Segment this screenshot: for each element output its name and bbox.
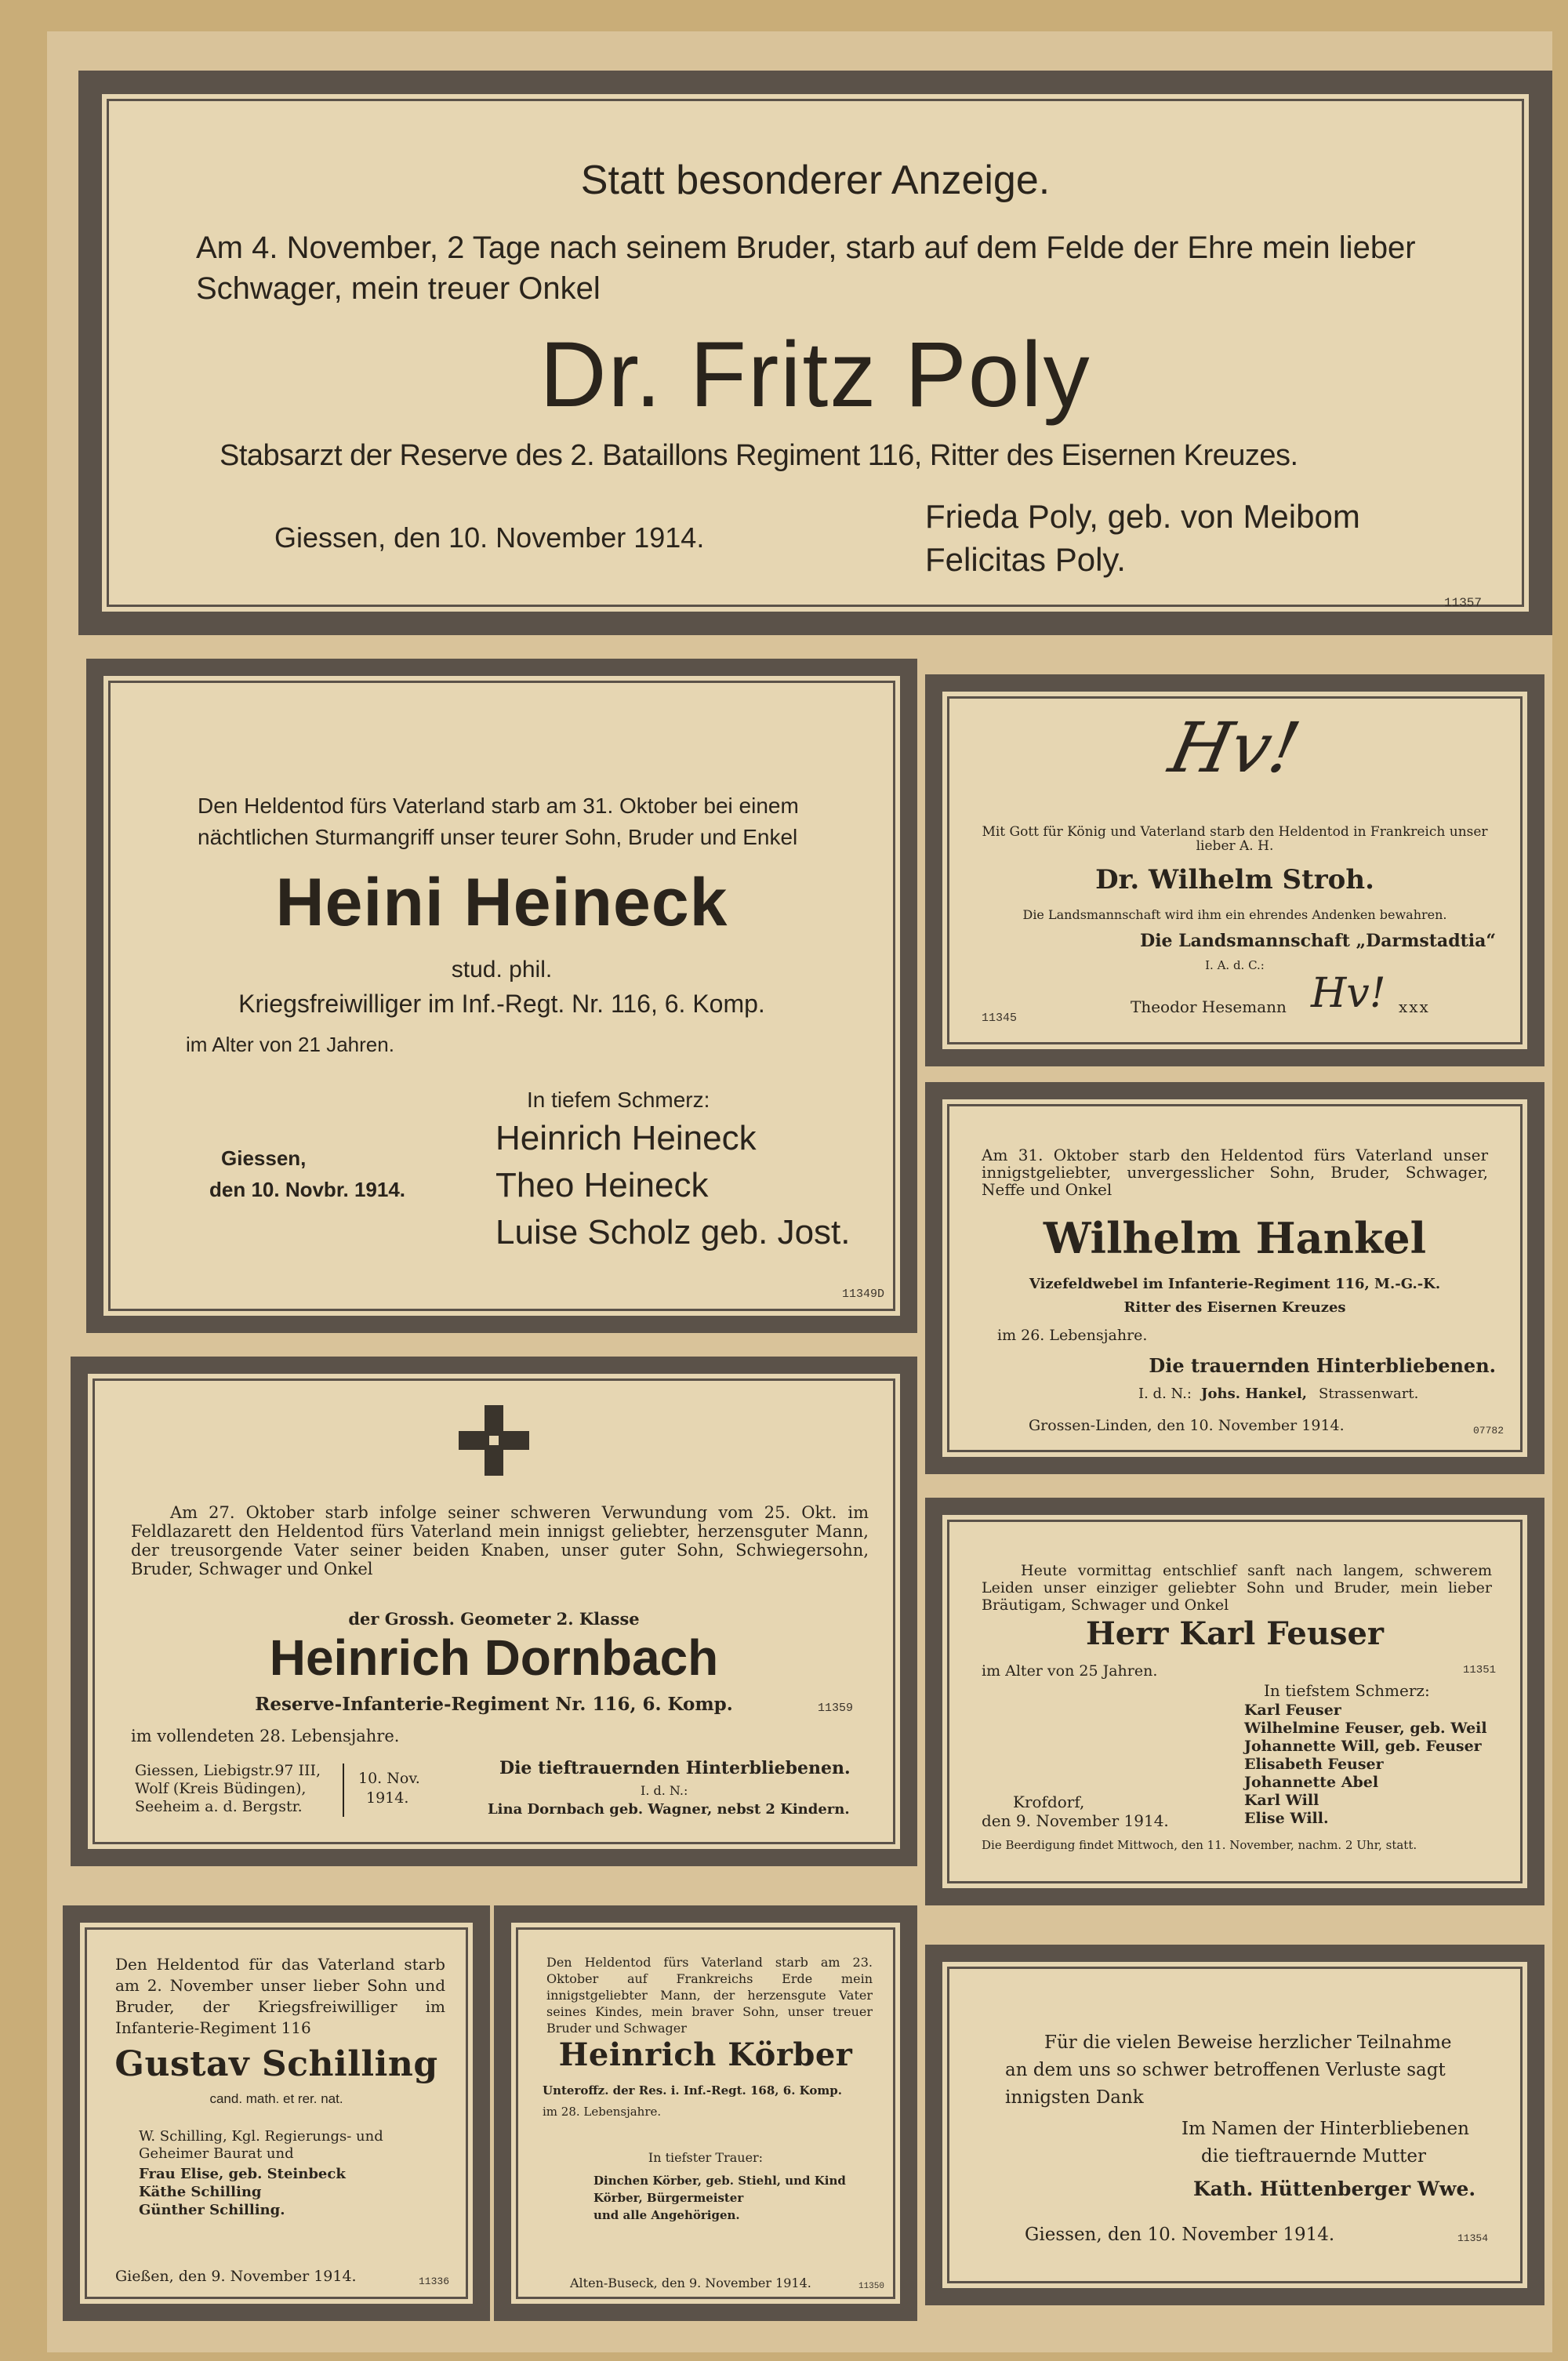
deceased-name: Heinrich Dornbach	[269, 1629, 719, 1686]
obituary-gustav-schilling	[63, 1905, 490, 2321]
ad-number: 11350	[858, 2282, 884, 2291]
mourner-1: Heinrich Heineck	[495, 1119, 757, 1157]
mourner-5: Johannette Abel	[1244, 1774, 1379, 1791]
thanks-line-5: die tieftrauernde Mutter	[1201, 2146, 1427, 2167]
intro-text: Mit Gott für König und Vaterland starb den Heldentod in Frankreich unser lieber A. H.	[982, 824, 1488, 854]
grief-label: In tiefem Schmerz:	[527, 1088, 710, 1112]
intro-text: Am 27. Oktober starb infolge seiner schweren Verwundung vom 25. Okt. im Feldlazarett den Heldentod fürs Vaterland mein innigst geliebter, herzensguter Mann, der treusorgende Vater seiner beiden Knaben, unser guter Sohn, Schwiegersohn, Bruder, Schwager und Onkel	[131, 1503, 869, 1578]
place-date: Giessen, den 10. November 1914.	[274, 521, 705, 554]
newspaper-page	[47, 31, 1552, 2352]
age: im 28. Lebensjahre.	[543, 2105, 662, 2119]
order-line: Ritter des Eisernen Kreuzes	[1123, 1299, 1346, 1316]
intro-text: Am 31. Oktober starb den Heldentod fürs Vaterland unser innigstgeliebter, unvergesslicher Sohn, Bruder, Schwager, Neffe und Onkel	[982, 1146, 1488, 1199]
ad-number: 11354	[1457, 2232, 1488, 2244]
mourner-2: Frau Elise, geb. Steinbeck	[139, 2166, 346, 2182]
mourner-1: Karl Feuser	[1244, 1702, 1341, 1719]
place: Krofdorf,	[1013, 1793, 1085, 1811]
obituary-heini-heineck	[86, 659, 917, 1333]
obituary-karl-feuser	[925, 1498, 1544, 1905]
mourner-1: W. Schilling, Kgl. Regierungs- und Geheimer Baurat und	[139, 2128, 383, 2162]
obituary-heinrich-koerber	[494, 1905, 917, 2321]
idn-label: I. d. N.:	[1138, 1386, 1192, 1402]
deceased-name: Gustav Schilling	[114, 2044, 438, 2084]
deceased-name: Herr Karl Feuser	[1086, 1615, 1384, 1652]
thanks-line-4: Im Namen der Hinterbliebenen	[1181, 2119, 1469, 2139]
mourner-2: Felicitas Poly.	[925, 541, 1126, 578]
thanks-huettenberger	[925, 1945, 1544, 2305]
org-name: Die Landsmannschaft „Darmstadtia“	[1140, 931, 1496, 951]
rank-line: Stabsarzt der Reserve des 2. Bataillons Regiment 116, Ritter des Eisernen Kreuzes.	[220, 439, 1298, 472]
date-line-1: 10. Nov.	[358, 1770, 420, 1787]
mourner-3: Luise Scholz geb. Jost.	[495, 1213, 851, 1251]
idn-label: I. d. N.:	[641, 1783, 688, 1798]
rank-line: Kriegsfreiwilliger im Inf.-Regt. Nr. 116, 6. Komp.	[238, 990, 765, 1018]
title-line: der Grossh. Geometer 2. Klasse	[348, 1609, 640, 1629]
age: im 26. Lebensjahre.	[997, 1327, 1148, 1344]
place-3: Seeheim a. d. Bergstr.	[135, 1798, 303, 1815]
deceased-name: Heini Heineck	[275, 865, 728, 940]
degree: stud. phil.	[451, 957, 553, 983]
grief-label: In tiefster Trauer:	[648, 2150, 764, 2165]
deceased-name: Dr. Fritz Poly	[539, 323, 1091, 427]
age: im Alter von 21 Jahren.	[186, 1033, 394, 1056]
grief-label: In tiefstem Schmerz:	[1264, 1681, 1430, 1700]
ad-heading: Statt besonderer Anzeige.	[580, 158, 1051, 203]
place: Giessen,	[221, 1146, 307, 1170]
obituary-fritz-poly	[78, 71, 1552, 635]
obituary-wilhelm-stroh	[925, 674, 1544, 1066]
signer-suffix: xxx	[1399, 997, 1430, 1016]
place-date: Giessen, den 10. November 1914.	[1025, 2225, 1335, 2245]
idn-role: Strassenwart.	[1319, 1386, 1419, 1402]
place-date: Grossen-Linden, den 10. November 1914.	[1029, 1417, 1345, 1434]
date-line-2: 1914.	[366, 1789, 409, 1807]
date: den 9. November 1914.	[982, 1811, 1169, 1830]
age: im vollendeten 28. Lebensjahre.	[131, 1727, 400, 1745]
place-2: Wolf (Kreis Büdingen),	[135, 1780, 307, 1797]
mourner-1: Frieda Poly, geb. von Meibom	[925, 498, 1360, 535]
ad-number: 11336	[418, 2276, 449, 2287]
intro-text: Heute vormittag entschlief sanft nach langem, schwerem Leiden unser einziger geliebter Sohn und Bruder, mein lieber Bräutigam, Schwager und Onkel	[982, 1562, 1492, 1614]
mourner-3: Johannette Will, geb. Feuser	[1244, 1738, 1482, 1755]
ad-number: 11351	[1462, 1664, 1496, 1676]
thanks-line-3: innigsten Dank	[1005, 2087, 1144, 2108]
place-date: Gießen, den 9. November 1914.	[115, 2268, 357, 2285]
ad-number: 11349D	[841, 1288, 884, 1301]
iron-cross-icon	[88, 1405, 900, 1476]
intro-text: Den Heldentod fürs Vaterland starb am 23. Oktober auf Frankreichs Erde mein innigstgeliebter Mann, der herzensgute Vater seines Kindes, mein braver Sohn, unser treuer Bruder und Schwager	[546, 1955, 873, 2036]
idn-name: Johs. Hankel,	[1201, 1386, 1308, 1402]
mourner-2: Wilhelmine Feuser, geb. Weil	[1244, 1720, 1487, 1737]
mourner-3: Käthe Schilling	[139, 2184, 262, 2200]
thanks-line-2: an dem uns so schwer betroffenen Verluste sagt	[1005, 2060, 1446, 2080]
obituary-wilhelm-hankel	[925, 1082, 1544, 1474]
rank-line: Unteroffz. der Res. i. Inf.-Regt. 168, 6. Komp.	[543, 2083, 842, 2098]
mourner-7: Elise Will.	[1244, 1810, 1329, 1827]
mourners-line: Die tieftrauernden Hinterbliebenen.	[499, 1758, 851, 1778]
ad-number: 11357	[1443, 596, 1482, 610]
deceased-name: Dr. Wilhelm Stroh.	[1095, 864, 1374, 895]
mourner-1: Dinchen Körber, geb. Stiehl, und Kind	[593, 2174, 846, 2188]
mourners-line: Die trauernden Hinterbliebenen.	[1149, 1354, 1496, 1377]
mourner-4: Günther Schilling.	[139, 2202, 285, 2218]
fraternity-signature: Hv!	[1163, 707, 1307, 788]
mourner-2: Theo Heineck	[495, 1166, 709, 1204]
signer-mark: Hv!	[1311, 970, 1386, 1017]
ad-number: 07782	[1472, 1425, 1504, 1437]
mourner-3: und alle Angehörigen.	[593, 2208, 740, 2222]
org-sub: I. A. d. C.:	[1205, 958, 1265, 972]
intro-text: Am 4. November, 2 Tage nach seinem Bruder, starb auf dem Felde der Ehre mein lieber Schwager, mein treuer Onkel	[196, 231, 1416, 306]
place-date: Alten-Buseck, den 9. November 1914.	[570, 2276, 811, 2290]
date: den 10. Novbr. 1914.	[209, 1178, 406, 1201]
degree: cand. math. et rer. nat.	[209, 2091, 343, 2106]
place-1: Giessen, Liebigstr.97 III,	[135, 1762, 321, 1779]
memorial-text: Die Landsmannschaft wird ihm ein ehrendes Andenken bewahren.	[1022, 907, 1447, 922]
thanks-line-1: Für die vielen Beweise herzlicher Teilnahme	[1044, 2032, 1452, 2053]
mourner-4: Elisabeth Feuser	[1244, 1756, 1384, 1773]
signer-name: Theodor Hesemann	[1131, 997, 1287, 1016]
age: im Alter von 25 Jahren.	[982, 1662, 1158, 1680]
obituary-heinrich-dornbach	[71, 1357, 917, 1866]
intro-text: Den Heldentod für das Vaterland starb am 2. November unser lieber Sohn und Bruder, der Kriegsfreiwilliger im Infanterie-Regiment 116	[115, 1955, 445, 2037]
funeral-notice: Die Beerdigung findet Mittwoch, den 11. November, nachm. 2 Uhr, statt.	[982, 1838, 1417, 1852]
ad-number: 11345	[982, 1012, 1018, 1025]
deceased-name: Heinrich Körber	[558, 2036, 853, 2073]
mourner-2: Körber, Bürgermeister	[593, 2191, 744, 2205]
signer: Kath. Hüttenberger Wwe.	[1193, 2178, 1476, 2200]
deceased-name: Wilhelm Hankel	[1043, 1213, 1427, 1263]
date-brace	[343, 1763, 352, 1817]
rank-line: Reserve-Infanterie-Regiment Nr. 116, 6. Komp.	[255, 1694, 733, 1715]
mourner-6: Karl Will	[1244, 1792, 1319, 1809]
ad-number: 11359	[817, 1702, 853, 1715]
idn-name: Lina Dornbach geb. Wagner, nebst 2 Kindern.	[488, 1801, 850, 1818]
intro-line-2: nächtlichen Sturmangriff unser teurer Sohn, Bruder und Enkel	[198, 825, 798, 849]
intro-line-1: Den Heldentod fürs Vaterland starb am 31. Oktober bei einem	[198, 794, 799, 818]
rank-line: Vizefeldwebel im Infanterie-Regiment 116, M.-G.-K.	[1029, 1276, 1441, 1292]
